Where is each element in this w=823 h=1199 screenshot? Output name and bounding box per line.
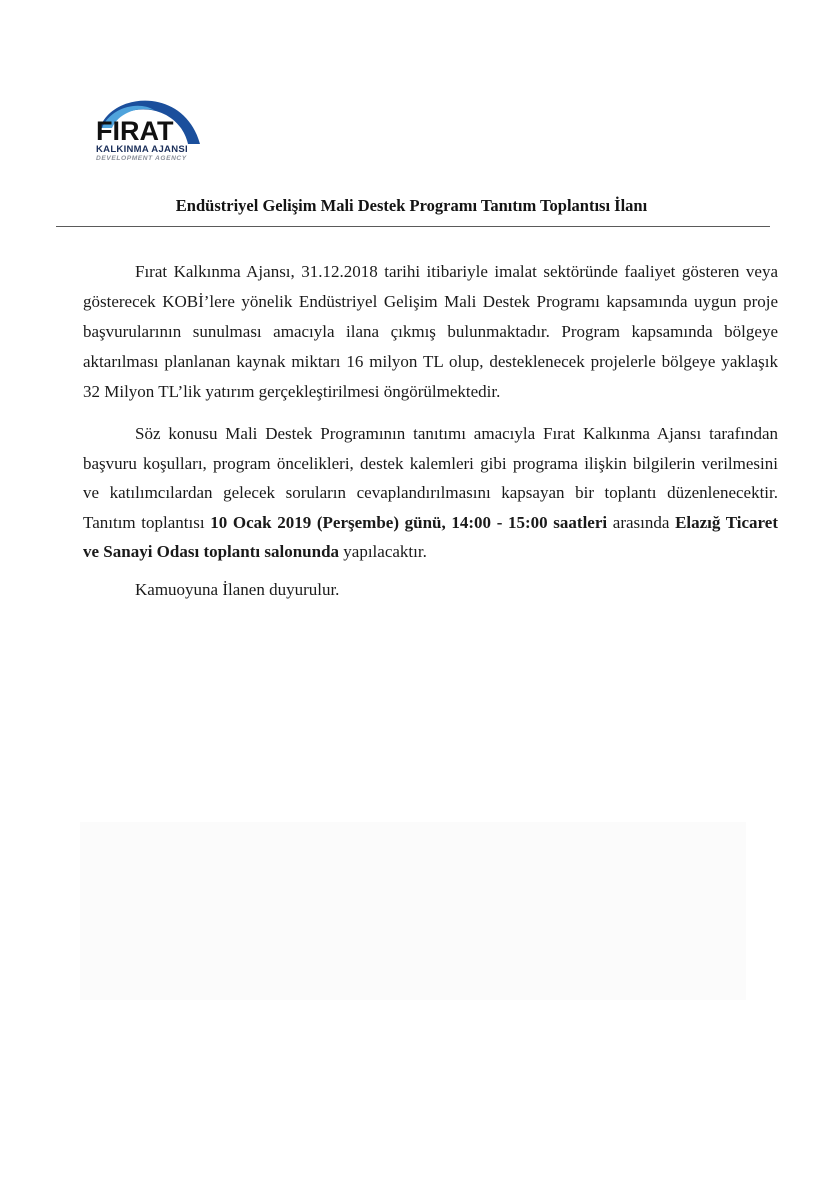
closing-line <box>83 575 778 605</box>
paragraph-2-text: Söz konusu Mali Destek Programının tanıtımı amacıyla Fırat Kalkınma Ajansı tarafından başvuru koşulları, program öncelikleri, destek kalemleri gibi programa ilişkin bilgilerin verilmesini ve katılımcılardan gelecek soruların cevaplandırılmasını kapsayan bir toplantı düzenlenecektir. Tanıtım toplantısı <box>83 424 778 532</box>
paragraph-1-text: Fırat Kalkınma Ajansı, 31.12.2018 tarihi itibariyle imalat sektöründe faaliyet gösteren veya gösterecek KOBİ’lere yönelik Endüstriyel Gelişim Mali Destek Programı kapsamında uygun proje başvurularının sunulması amacıyla ilana çıkmış bulunmaktadır. Program kapsamında bölgeye aktarılması planlanan kaynak miktarı 16 milyon TL olup, desteklenecek projelerle bölgeye yaklaşık 32 Milyon TL’lik yatırım gerçekleştirilmesi öngörülmektedir. <box>83 262 778 401</box>
agency-logo <box>92 88 204 166</box>
document-title: Endüstriyel Gelişim Mali Destek Programı Tanıtım Toplantısı İlanı <box>175 196 648 215</box>
paragraph-2-end: yapılacaktır. <box>339 542 427 561</box>
logo-name: FIRAT <box>96 116 174 146</box>
paragraph-meeting-details <box>83 419 778 567</box>
blank-region <box>80 822 746 1000</box>
logo-subtitle-en: DEVELOPMENT AGENCY <box>96 155 187 162</box>
paragraph-announcement <box>83 257 778 407</box>
meeting-venue: Elazığ Ticaret ve Sanayi Odası toplantı salonunda <box>83 512 778 561</box>
paragraph-2-connector: arasında <box>607 512 676 532</box>
closing-text: Kamuoyuna İlanen duyurulur. <box>135 580 340 599</box>
logo-subtitle: KALKINMA AJANSI <box>96 144 188 155</box>
title-divider <box>56 226 770 227</box>
meeting-date-time: 10 Ocak 2019 (Perşembe) günü, 14:00 - 15:00 saatleri <box>210 512 608 532</box>
